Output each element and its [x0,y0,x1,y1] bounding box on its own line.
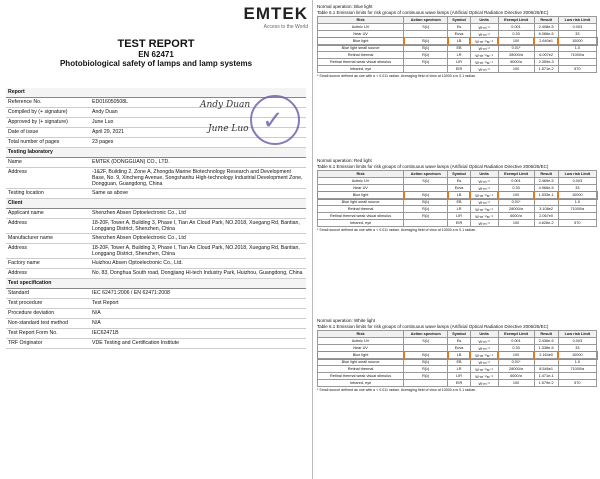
table-cell: W·m⁻² [470,338,498,345]
table-cell: 0.003 [558,338,596,345]
table-cell [404,345,448,352]
table-cell: 2.067e0 [534,213,558,220]
table-row [318,373,597,380]
table-cell: 1.0 [558,359,596,366]
table-cell: 4.626e-2 [534,220,558,227]
table-caption: Table 6.1 Emission limits for risk groups of continuous wave lamps (Artificial Optical Radiation Directive 2006/25/EC) [317,164,549,169]
table-cell: Es [448,178,470,185]
table-cell [404,31,448,38]
table-cell: B(λ) [404,359,448,366]
field-row [6,259,306,269]
operation-label: Normal operation: Blue light [317,4,373,9]
field-row [6,329,306,339]
field-value: Shenzhen Absen Optoelectronic Co., Ltd [92,210,186,216]
field-value: N/A [92,320,101,326]
field-value: IEC62471B [92,330,119,336]
table-cell: 8.546e1 [534,366,558,373]
field-value: Shenzhen Absen Optoelectronic Co., Ltd [92,235,186,241]
table-header: Low risk Limit [558,331,596,338]
table-cell: W·m⁻² [470,31,498,38]
table-row [318,359,597,366]
field-label: Test Report Form No. [8,330,58,336]
table-cell: 10000 [558,38,596,45]
table-cell: Euva [448,345,470,352]
table-caption: Table 6.1 Emission limits for risk groups of continuous wave lamps (Artificial Optical Radiation Directive 2006/25/EC) [317,10,549,15]
table-header: Low risk Limit [558,171,596,178]
table-cell: W·m⁻²sr⁻¹ [470,59,498,66]
brand-tagline: Access to the World [263,24,308,30]
field-value [90,199,306,201]
table-header: Action spectrum [404,331,448,338]
table-cell: LB [448,352,470,359]
table-cell: R(λ) [404,206,448,213]
table-cell: 6.007e2 [534,52,558,59]
table-cell [558,373,596,380]
table-cell: 570 [558,380,596,387]
table-cell: Blue light small source [318,199,404,206]
table-cell: 1.471e-1 [534,373,558,380]
field-label: Client [8,200,23,206]
table-cell [558,59,596,66]
field-value [90,279,306,281]
table-cell: W·m⁻² [470,178,498,185]
table-cell: Euva [448,185,470,192]
field-label: Test procedure [8,300,43,306]
table-row [318,213,597,220]
table-cell: 6.066e-5 [534,31,558,38]
table-cell: 10000 [558,352,596,359]
field-value: N/A [92,310,101,316]
table-cell: S(λ) [404,178,448,185]
table-row [318,31,597,38]
field-value: ED016050508L [92,99,129,105]
table-cell: Retinal thermal [318,366,404,373]
table-cell: 28000/α [498,52,534,59]
field-row [6,168,306,189]
field-row [6,279,306,289]
table-row [318,38,597,45]
table-cell: 100 [498,352,534,359]
table-cell: 28000/α [498,206,534,213]
table-cell: 4.966e-5 [534,185,558,192]
table-header: Exempt Limit [498,171,534,178]
table-header: Exempt Limit [498,17,534,24]
field-row [6,269,306,279]
table-row [318,66,597,73]
table-cell: 2.469e-5 [534,178,558,185]
field-row [6,88,306,98]
table-cell: 2.359e-3 [534,59,558,66]
emission-table-block [317,318,597,393]
table-cell: W·m⁻²sr⁻¹ [470,366,498,373]
table-cell: EIR [448,380,470,387]
field-label: Address [8,245,28,251]
table-row [318,59,597,66]
table-cell: Retinal thermal weak visual stimulus [318,59,404,66]
table-row [318,192,597,199]
table-cell: W·m⁻² [470,380,498,387]
table-cell: LR [448,206,470,213]
table-cell: 100 [498,192,534,199]
field-label: Factory name [8,260,40,266]
table-cell: 2.640e1 [534,38,558,45]
table-header: Action spectrum [404,171,448,178]
table-cell: Actinic UV [318,24,404,31]
table-cell: 3.108e2 [534,206,558,213]
table-cell: R(λ) [404,373,448,380]
table-cell: EIR [448,220,470,227]
table-cell: 100 [498,66,534,73]
table-cell [534,45,558,52]
field-label: Applicant name [8,210,44,216]
table-cell: B(λ) [404,45,448,52]
table-header: Symbol [448,331,470,338]
table-cell: W·m⁻²sr⁻¹ [470,352,498,359]
field-value: No. 83, Donghua South road, Dongjiang Hi-tech Industry Park, Huizhou, Guangdong, China [92,270,303,276]
table-cell: 0.33 [498,185,534,192]
field-row [6,148,306,158]
table-header: Risk [318,331,404,338]
table-cell: W·m⁻² [470,220,498,227]
table-cell: R(λ) [404,59,448,66]
table-cell: W·m⁻² [470,24,498,31]
table-row [318,380,597,387]
field-label: Report [8,89,25,95]
table-cell: Actinic UV [318,178,404,185]
field-row [6,189,306,199]
table-row [318,338,597,345]
field-value: Huizhou Absen Optoelectronic Co., Ltd. [92,260,183,266]
compiled-signature: Andy Duan [200,100,251,110]
table-cell: 100 [498,220,534,227]
table-cell: 0.01* [498,45,534,52]
table-row [318,345,597,352]
field-label: Address [8,169,28,175]
field-label: Procedure deviation [8,310,55,316]
table-cell: W·m⁻²sr⁻¹ [470,52,498,59]
brand-name: EMTEK [243,4,308,23]
table-cell: 1.579e-2 [534,380,558,387]
table-cell: EB [448,199,470,206]
table-cell: Retinal thermal [318,206,404,213]
table-header: Units [470,171,498,178]
table-cell: LB [448,38,470,45]
table-cell [404,185,448,192]
table-cell: 1.533e-1 [534,192,558,199]
field-label: Date of issue [8,129,39,135]
table-header: Units [470,17,498,24]
field-label: Testing laboratory [8,149,53,155]
table-cell: Near UV [318,345,404,352]
table-cell [534,359,558,366]
table-cell: EIR [448,66,470,73]
table-cell: Infrared, eye [318,220,404,227]
field-row [6,244,306,259]
table-cell: EB [448,359,470,366]
table-cell [404,380,448,387]
table-cell: 0.003 [558,178,596,185]
field-label: Compiled by (+ signature) [8,109,68,115]
table-caption: Table 6.1 Emission limits for risk groups of continuous wave lamps (Artificial Optical Radiation Directive 2006/25/EC) [317,324,549,329]
table-header: Risk [318,17,404,24]
table-cell: 0.33 [498,345,534,352]
table-header: Result [534,17,558,24]
table-cell: B(λ) [404,192,448,199]
emission-table [317,330,597,387]
table-cell: W·m⁻²sr⁻¹ [470,206,498,213]
report-title: TEST REPORT [117,38,195,50]
table-cell: Blue light small source [318,359,404,366]
field-value: Same as above [92,190,129,196]
table-cell: R(λ) [404,213,448,220]
field-row [6,309,306,319]
field-row [6,219,306,234]
table-cell: LIR [448,213,470,220]
field-value: IEC 62471:2006 / EN 62471:2008 [92,290,170,296]
report-standard: EN 62471 [138,50,174,59]
field-label: Non-standard test method [8,320,68,326]
table-cell: Es [448,338,470,345]
emission-table-block [317,4,597,79]
table-note: * Small source defined as one with α < 0.011 radian. Averaging field of view at 10000 s is 0.1 radian. [317,74,477,78]
field-row [6,299,306,309]
field-value: 18-20F, Tower A, Building 3, Phase I, Tian An Cloud Park, NO.2018, Xuegang Rd, Bantian, Longgang District, Shenzhen, China [92,245,300,257]
table-cell: R(λ) [404,366,448,373]
report-header [6,38,306,68]
table-header: Result [534,331,558,338]
approved-signature: June Luo [208,124,249,134]
brand-logo [244,4,309,30]
table-cell [404,220,448,227]
field-row [6,209,306,219]
table-cell: 0.001 [498,338,534,345]
table-header: Result [534,171,558,178]
table-cell: 570 [558,220,596,227]
field-row [6,199,306,209]
table-cell: EB [448,45,470,52]
results-page [312,0,600,479]
field-value: Andy Duan [92,109,118,115]
table-cell [534,199,558,206]
table-cell: 28000/α [498,366,534,373]
table-cell: 1.571e-2 [534,66,558,73]
table-header: Risk [318,171,404,178]
field-label: Approved by (+ signature) [8,119,68,125]
table-header: Symbol [448,171,470,178]
field-label: Test specification [8,280,52,286]
table-cell: W·m⁻² [470,45,498,52]
table-row [318,366,597,373]
field-value: April 29, 2021 [92,129,125,135]
table-cell: Blue light [318,192,404,199]
table-cell: W·m⁻² [470,66,498,73]
field-label: Name [8,159,22,165]
table-cell: Es [448,24,470,31]
table-cell: Infrared, eye [318,66,404,73]
field-value: 23 pages [92,139,114,145]
field-label: Address [8,270,28,276]
field-value: -1&2F, Building 2, Zone A, Zhongda Marine Biotechnology Research and Development Base, No. 9, Xincheng Avenue, Songshanhu High-technology Industrial Development Zone, Dongguan, Guangdong, China [92,169,303,187]
table-cell: Near UV [318,31,404,38]
field-label: Reference No. [8,99,42,105]
table-header: Symbol [448,17,470,24]
table-cell [558,213,596,220]
table-cell: 0.01* [498,359,534,366]
table-cell: Blue light [318,352,404,359]
field-value: EMTEK (DONGGUAN) CO., LTD. [92,159,170,165]
table-cell: B(λ) [404,38,448,45]
table-cell: B(λ) [404,352,448,359]
field-value: June Luo [92,119,114,125]
table-cell: 33 [558,185,596,192]
table-cell: 1.338e-5 [534,345,558,352]
table-cell: B(λ) [404,199,448,206]
field-label: Testing location [8,190,44,196]
field-row [6,158,306,168]
table-cell: Near UV [318,185,404,192]
table-cell: Actinic UV [318,338,404,345]
table-cell: 2.436e-5 [534,338,558,345]
table-header: Exempt Limit [498,331,534,338]
table-cell: LIR [448,59,470,66]
table-cell: 570 [558,66,596,73]
table-cell: 6000/α [498,373,534,380]
table-note: * Small source defined as one with α < 0.011 radian. Averaging field of view at 10000 s is 0.1 radian. [317,388,477,392]
table-cell: 71000/α [558,206,596,213]
field-row [6,339,306,349]
emission-table-block [317,158,597,233]
table-cell: W·m⁻² [470,359,498,366]
emission-table [317,170,597,227]
table-cell: Euva [448,31,470,38]
field-label: Manufacturer name [8,235,53,241]
table-cell: LB [448,192,470,199]
table-row [318,206,597,213]
table-cell: W·m⁻²sr⁻¹ [470,192,498,199]
company-seal [250,95,300,145]
table-cell: R(λ) [404,52,448,59]
check-icon: ✓ [262,105,284,135]
table-cell: Retinal thermal weak visual stimulus [318,213,404,220]
table-cell: 1.0 [558,45,596,52]
table-cell: Infrared, eye [318,380,404,387]
table-cell: Blue light small source [318,45,404,52]
table-cell: 2.164e0 [534,352,558,359]
table-note: * Small source defined as one with α < 0.011 radian. Averaging field of view at 10000 s is 0.1 radian. [317,228,477,232]
table-header: Units [470,331,498,338]
field-label: TRF Originator [8,340,43,346]
field-value: VDE Testing and Certification Institute [92,340,179,346]
field-label: Standard [8,290,30,296]
table-row [318,24,597,31]
table-cell: LR [448,366,470,373]
operation-label: Normal operation: Red light [317,158,372,163]
table-cell: 100 [498,380,534,387]
field-row [6,289,306,299]
emission-table [317,16,597,73]
operation-label: Normal operation: White light [317,318,376,323]
table-row [318,45,597,52]
table-header: Low risk Limit [558,17,596,24]
table-cell: W·m⁻²sr⁻¹ [470,373,498,380]
table-cell: 71000/α [558,52,596,59]
table-row [318,52,597,59]
table-cell: 33 [558,31,596,38]
field-row [6,319,306,329]
table-cell: Retinal thermal weak visual stimulus [318,373,404,380]
table-cell: 0.001 [498,178,534,185]
table-cell: Blue light [318,38,404,45]
table-cell: W·m⁻² [470,345,498,352]
field-value [90,148,306,150]
table-cell: LIR [448,373,470,380]
table-cell: 33 [558,345,596,352]
field-value: Test Report [92,300,119,306]
table-header: Action spectrum [404,17,448,24]
field-value [90,88,306,90]
table-row [318,352,597,359]
table-cell: 71000/α [558,366,596,373]
table-cell: 100 [498,38,534,45]
field-row [6,234,306,244]
table-cell: 6000/α [498,213,534,220]
field-label: Total number of pages [8,139,60,145]
table-cell: 10000 [558,192,596,199]
table-cell: 0.003 [558,24,596,31]
table-row [318,178,597,185]
table-cell: 0.33 [498,31,534,38]
table-cell: S(λ) [404,338,448,345]
table-cell: LR [448,52,470,59]
table-row [318,185,597,192]
table-row [318,220,597,227]
table-cell [404,66,448,73]
table-cell: 6000/α [498,59,534,66]
table-cell: 1.0 [558,199,596,206]
table-cell: W·m⁻²sr⁻¹ [470,213,498,220]
table-row [318,199,597,206]
table-cell: S(λ) [404,24,448,31]
table-cell: W·m⁻² [470,185,498,192]
table-cell: 0.01* [498,199,534,206]
table-cell: 0.001 [498,24,534,31]
table-cell: 2.408e-5 [534,24,558,31]
field-value: 18-20F, Tower A, Building 3, Phase I, Tian An Cloud Park, NO.2018, Xuegang Rd, Bantian, Longgang District, Shenzhen, China [92,220,300,232]
table-cell: Retinal thermal [318,52,404,59]
report-subtitle: Photobiological safety of lamps and lamp systems [59,59,253,68]
field-label: Address [8,220,28,226]
table-cell: W·m⁻² [470,199,498,206]
table-cell: W·m⁻²sr⁻¹ [470,38,498,45]
